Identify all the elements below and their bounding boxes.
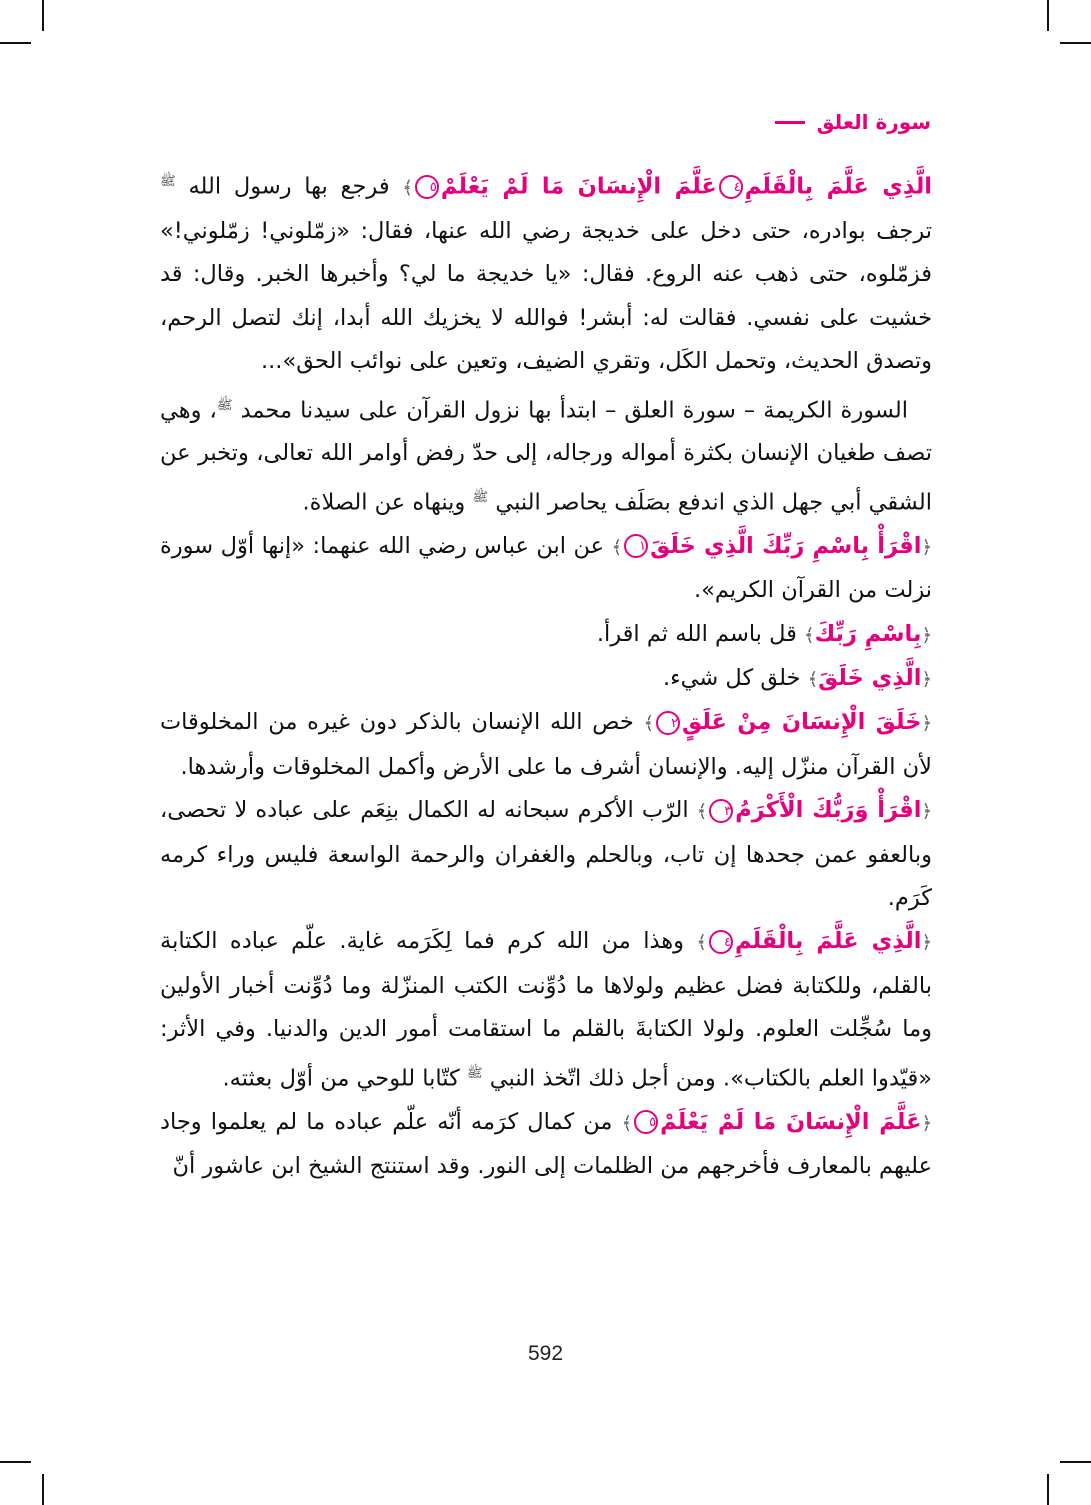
crop-mark-top-left-horizontal [0, 42, 31, 44]
commentary-text: ، وهي تصف طغيان الإنسان بكثرة أمواله ورجاله، إلى حدّ رفض أوامر الله تعالى، وتخبر عن الشقي أبي جهل الذي اندفع بصَلَف يحاصر النبي [160, 397, 932, 516]
commentary-text: وينهاه عن الصلاة. [302, 489, 473, 516]
quran-verse: الَّذِي عَلَّمَ بِالْقَلَمِ [734, 928, 922, 955]
quran-verse: اقْرَأْ بِاسْمِ رَبِّكَ الَّذِي خَلَقَ [650, 532, 922, 559]
crop-mark-bottom-right-horizontal [1060, 1461, 1091, 1463]
quran-verse: اقْرَأْ وَرَبُّكَ الْأَكْرَمُ [735, 797, 922, 824]
commentary-text: خلق كل شيء. [662, 664, 808, 691]
paragraph [160, 789, 932, 920]
quran-verse: عَلَّمَ الْإِنسَانَ مَا لَمْ يَعْلَمْ [440, 173, 717, 200]
commentary-text: عن ابن عباس رضي الله عنهما: «إنها أوّل سورة نزلت من القرآن الكريم». [160, 532, 932, 604]
paragraph [160, 920, 932, 1100]
paragraph [160, 384, 932, 525]
salutation-glyph: ﷺ [160, 174, 176, 189]
running-header [775, 110, 931, 134]
paragraph [160, 1101, 932, 1189]
commentary-text: فرجع بها رسول الله [175, 173, 403, 200]
quran-bracket: ﴿ [921, 536, 932, 558]
quran-bracket: ﴾ [696, 801, 708, 823]
quran-bracket: ﴿ [921, 801, 933, 823]
quran-bracket: ﴾ [402, 177, 413, 199]
quran-bracket: ﴿ [921, 932, 932, 954]
crop-mark-top-left-vertical [42, 0, 44, 31]
crop-mark-bottom-left-horizontal [0, 1461, 31, 1463]
quran-bracket: ﴾ [807, 668, 819, 690]
ayah-number-ornament: ٤ [719, 175, 743, 199]
quran-bracket: ﴾ [621, 1112, 633, 1134]
surah-title: سورة العلق [816, 110, 931, 134]
quran-bracket: ﴾ [643, 713, 655, 735]
quran-bracket: ﴾ [696, 932, 707, 954]
quran-bracket: ﴾ [611, 536, 623, 558]
quran-bracket: ﴾ [804, 624, 815, 646]
ayah-number-ornament: ٢ [656, 711, 680, 735]
ayah-number-ornament: ٥ [415, 175, 439, 199]
salutation-glyph: ﷺ [472, 489, 489, 505]
body-text [160, 160, 932, 1188]
paragraph [160, 160, 932, 384]
commentary-text: وهذا من الله كرم فما لِكَرَمه غاية. علّم عباده الكتابة بالقلم، وللكتابة فضل عظيم ولولاها ما دُوِّنت الكتب المنزّلة وما دُوِّنت أخبار الأولين وما سُجِّلت العلوم. ولولا الكتابةَ بالقلم ما استقامت أمور الدين والدنيا. وفي الأثر: «قيّدوا العلم بالكتاب». ومن أجل ذلك اتّخذ النبي [160, 928, 932, 1092]
quran-bracket: ﴿ [921, 668, 932, 690]
paragraph [160, 613, 932, 657]
commentary-text: كتّابا للوحي من أوّل بعثته. [222, 1065, 467, 1092]
quran-verse: الَّذِي عَلَّمَ بِالْقَلَمِ [744, 173, 932, 200]
paragraph [160, 525, 932, 613]
ayah-number-ornament: ٣ [709, 799, 733, 823]
commentary-text: خص الله الإنسان بالذكر دون غيره من المخلوقات لأن القرآن منزّل إليه. والإنسان أشرف ما على الأرض وأكمل المخلوقات وأرشدها. [160, 709, 932, 780]
commentary-text: قل باسم الله ثم اقرأ. [596, 620, 805, 647]
commentary-text: ترجف بوادره، حتى دخل على خديجة رضي الله عنها، فقال: «زمّلوني! زمّلوني!» فزمّلوه، حتى ذهب عنه الروع. فقال: «يا خديجة ما لي؟ وأخبرها الخبر. وقال: قد خشيت على نفسي. فقالت له: أبشر! فوالله لا يخزيك الله أبدا، إنك لتصل الرحم، وتصدق الحديث، وتحمل الكَل، وتقري الضيف، وتعين على نوائب الحق»... [160, 217, 932, 375]
crop-mark-top-right-horizontal [1060, 42, 1091, 44]
paragraph [160, 701, 932, 789]
commentary-text: من كمال كرَمه أنّه علّم عباده ما لم يعلموا وجاد عليهم بالمعارف فأخرجهم من الظلمات إلى النور. وقد استنتج الشيخ ابن عاشور أنّ [160, 1108, 932, 1179]
quran-bracket: ﴿ [921, 713, 932, 735]
crop-mark-top-right-vertical [1047, 0, 1049, 31]
crop-mark-bottom-right-vertical [1047, 1474, 1049, 1505]
page-number: 592 [527, 1342, 564, 1365]
commentary-text: السورة الكريمة – سورة العلق – ابتدأ بها نزول القرآن على سيدنا محمد [232, 397, 909, 424]
ayah-number-ornament: ٥ [634, 1110, 658, 1134]
quran-verse: خَلَقَ الْإِنسَانَ مِنْ عَلَقٍ [682, 709, 922, 736]
paragraph [160, 657, 932, 701]
quran-bracket: ﴿ [921, 1112, 932, 1134]
quran-verse: الَّذِي خَلَقَ [818, 664, 922, 691]
crop-mark-bottom-left-vertical [42, 1474, 44, 1505]
quran-verse: عَلَّمَ الْإِنسَانَ مَا لَمْ يَعْلَمْ [660, 1108, 922, 1135]
quran-verse: بِاسْمِ رَبِّكَ [814, 620, 922, 647]
header-rule [775, 121, 805, 124]
salutation-glyph: ﷺ [466, 1065, 483, 1081]
ayah-number-ornament: ٤ [709, 930, 733, 954]
ayah-number-ornament: ١ [624, 534, 648, 558]
commentary-text: الرّب الأكرم سبحانه له الكمال بنِعَم على عباده لا تحصى، وبالعفو عمن جحدها إن تاب، وبالحلم والغفران والرحمة الواسعة فليس وراء كرمه كَرَم. [160, 797, 932, 911]
salutation-glyph: ﷺ [216, 397, 233, 413]
quran-bracket: ﴿ [921, 624, 932, 646]
